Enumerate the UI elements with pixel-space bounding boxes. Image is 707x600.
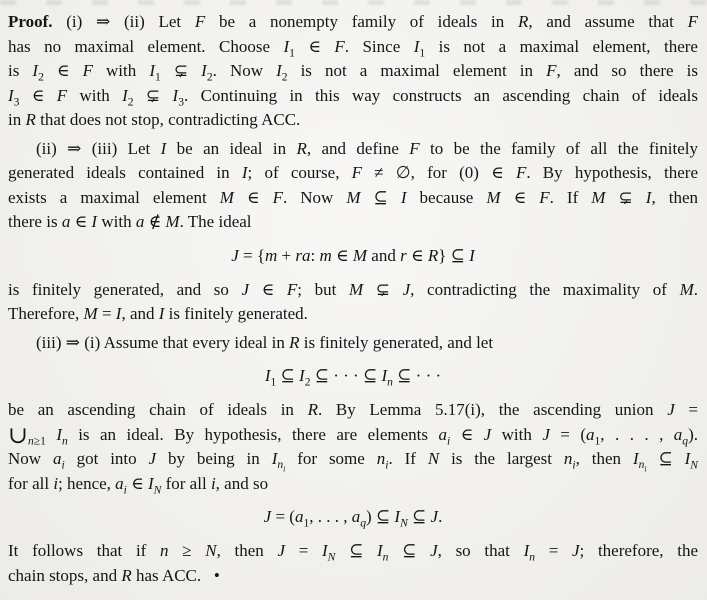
italic-math: a [294,507,304,526]
italic-math: M [83,304,98,323]
italic-math: n [387,375,393,389]
italic-math: F [409,138,420,158]
italic-math: n [27,433,34,447]
italic-math: q [682,433,689,447]
text-line: has no maximal element. Choose $I_1$ ∈ F. Since $I_1$ is not a maximal element, there [8,36,698,59]
text-line: It follows that if n ≥ N, then $J = I_N$ ⊆ $I_n$ ⊆ J, so that $I_n = J$; therefore, the [8,541,698,564]
italic-math: J [667,400,675,419]
italic-math: i [283,464,286,474]
italic-math: I [201,61,207,80]
italic-math: N [153,482,162,496]
italic-math: J [430,541,438,560]
subscript: 2 [206,70,213,84]
subscript [360,516,366,529]
italic-math: F [546,61,557,80]
italic-math: I [299,366,305,385]
italic-math: i [53,473,59,493]
subscript: 2 [38,70,44,84]
italic-math: n [376,449,386,468]
paragraph [8,278,698,327]
italic-math: I [91,212,98,231]
italic-math: I [56,424,62,444]
subscript: 3 [178,94,184,108]
italic-math: N [427,449,440,468]
italic-math: F [687,12,698,31]
italic-math: n [61,433,68,447]
subscript: n≥1 [27,433,46,447]
display-equation: J = {m + ra: m ∈ M and r ∈ R} ⊆ I [231,245,475,265]
italic-math: i [572,458,576,472]
italic-math: M [219,187,234,207]
italic-math: R [289,332,300,352]
italic-math: a [673,424,683,444]
italic-math: N [400,516,408,530]
text-line: (iii) ⇒ (i) Assume that every ideal in R is finitely generated, and let [36,332,494,352]
proof-text [8,10,698,588]
italic-math: J [430,507,439,526]
italic-math: I [645,187,652,207]
italic-math: I [523,541,530,560]
subscript [400,516,408,529]
italic-math: N [690,458,698,472]
subscript: 1 [303,516,310,530]
subscript [690,458,698,471]
italic-math: I [149,61,155,80]
italic-math: I [394,507,401,526]
italic-math: m [265,245,278,265]
italic-math: R [518,12,529,31]
text-line: Proof. (i) ⇒ (ii) Let F be a nonempty family of ideals in R, and assume that F [8,12,698,31]
italic-math: a [586,424,595,444]
italic-math: a [115,473,124,493]
italic-math: I [381,366,388,385]
text-line: exists a maximal element M ∈ F. Now M ⊆ I because M ∈ F. If M ⊊ I, then [8,187,699,207]
subscript [387,375,393,388]
italic-math: R [427,245,439,265]
italic-math: a [61,212,71,231]
subscript: 2 [304,375,311,389]
italic-math: F [515,163,527,182]
italic-math: R [296,138,307,158]
italic-math: I [322,541,328,560]
italic-math: M [348,279,364,299]
italic-math: I [32,61,39,80]
subscript [638,458,647,474]
italic-math: F [272,187,283,207]
paragraph [8,137,698,235]
italic-math: n [382,550,389,564]
italic-math: i [644,464,647,474]
italic-math: I [115,304,122,323]
italic-math: R [307,400,318,419]
italic-math: r [400,245,407,265]
paragraph [8,398,698,496]
italic-math: i [446,433,451,447]
subscript [682,434,688,447]
text-line: there is a ∈ I with a ∉ M. The ideal [8,212,252,231]
italic-math: a [52,449,62,468]
subscript: 1 [289,45,295,59]
subscript [154,483,162,496]
paragraph [8,331,698,356]
italic-math: J [263,507,272,526]
italic-math: M [486,187,501,207]
italic-math: a [135,212,145,231]
text-line: Therefore, M = I, and I is finitely generated. [8,304,308,323]
paragraph [8,539,698,588]
subscript [383,550,389,563]
text-line: $I_3$ ∈ F with $I_2$ ⊊ $I_3$. Continuing in this way constructs an ascending chain of ideals [8,85,699,108]
italic-math: M [346,187,361,207]
italic-math: I [684,449,691,468]
subscript [62,434,68,447]
italic-math: M [352,245,368,265]
text-line: (ii) ⇒ (iii) Let I be an ideal in R, and define F to be the family of all the finitely [36,138,698,158]
subscript: 1 [155,70,161,84]
italic-math: n [529,550,536,564]
text-line: is $I_2$ ∈ F with $I_1$ ⊊ $I_2$. Now $I_2$ is not a maximal element in F, and so there is [8,61,698,84]
italic-math: N [327,550,336,564]
italic-math: M [165,212,180,231]
italic-math: J [241,279,250,299]
italic-math: n [563,449,573,468]
italic-math: N [205,541,217,560]
italic-math: F [82,61,93,80]
scan-artifact-strip [0,0,707,5]
italic-math: M [679,279,694,299]
italic-math: I [122,85,128,105]
subscript [61,458,64,471]
italic-math: n [277,458,284,472]
subscript [328,550,336,563]
italic-math: a [438,424,447,444]
italic-math: J [231,245,239,265]
italic-math: I [632,449,639,468]
subscript: 2 [281,70,288,84]
italic-math: F [194,12,206,31]
subscript: 1 [419,45,426,59]
italic-math: I [160,138,167,158]
italic-math: J [483,424,492,444]
italic-math: R [25,110,36,129]
italic-math: I [147,473,154,493]
subscript: 1 [594,433,601,447]
italic-math: I [172,85,179,105]
paragraph [8,10,698,133]
italic-math: J [277,541,286,560]
bold-text: Proof. [8,12,53,31]
subscript: 3 [13,94,20,108]
italic-math: I [158,304,165,323]
subscript: 2 [127,94,134,108]
italic-math: i [210,473,216,493]
italic-math: F [286,279,298,299]
italic-math: F [351,163,363,182]
italic-math: I [264,366,271,385]
italic-math: q [360,516,367,530]
subscript [644,465,646,474]
italic-math: ra [295,245,311,265]
display-equation: $J = (a_1$, . . . , $a_q$) ⊆ $I_N$ ⊆ J. [263,507,443,530]
text-line: chain stops, and R has ACC. • [8,565,220,585]
italic-math: i [61,458,65,472]
italic-math: I [283,36,290,56]
italic-math: F [539,187,550,207]
italic-math: I [377,541,383,560]
big-union-operator: ∪ [8,422,28,449]
display-equation: $I_1$ ⊆ $I_2$ ⊆ · · · ⊆ $I_n$ ⊆ · · · [264,366,442,389]
italic-math: i [385,458,389,472]
italic-math: I [400,187,407,207]
italic-math: n [638,458,645,472]
italic-math: J [542,424,550,444]
italic-math: m [319,245,332,265]
text-line: be an ascending chain of ideals in R. By Lemma 5.17(i), the ascending union J = [8,400,698,419]
subscript [277,458,286,474]
text-line: for all i; hence, $a_i$ ∈ $I_N$ for all i, and so [8,473,269,496]
text-line: generated ideals contained in I; of course, F ≠ ∅, for (0) ∈ F. By hypothesis, there [8,163,698,182]
subscript [447,434,450,447]
text-line: $\cup_{n\ge 1}$ $I_n$ is an ideal. By hypothesis, there are elements $a_i$ ∈ J with $J = (a_1$, . . . , $a_q$). [8,422,698,449]
italic-math: n [160,541,169,560]
italic-math: J [148,449,157,468]
text-line: Now $a_i$ got into J by being in $I_{n_i}$ for some $n_i$. If N is the largest $n_i$, then $I_{n_i}$ ⊆ $I_N$ [8,449,698,474]
italic-math: J [571,541,580,560]
italic-math: M [591,187,606,207]
subscript [529,550,535,563]
italic-math: I [241,163,248,182]
italic-math: I [271,449,278,468]
text-line: in R that does not stop, contradicting ACC. [8,110,301,129]
italic-math: a [351,507,361,526]
subscript [283,465,285,474]
italic-math: I [413,36,420,56]
italic-math: I [276,61,282,80]
italic-math: i [123,482,127,496]
subscript [124,483,127,496]
italic-math: F [56,85,68,105]
italic-math: I [469,245,475,265]
italic-math: J [402,279,411,299]
italic-math: R [121,565,132,585]
subscript [572,458,575,471]
italic-math: F [334,36,345,56]
text-line: is finitely generated, and so J ∈ F; but M ⊊ J, contradicting the maximality of M. [8,279,698,299]
italic-math: I [8,85,14,105]
subscript [385,458,388,471]
subscript: 1 [270,375,277,389]
